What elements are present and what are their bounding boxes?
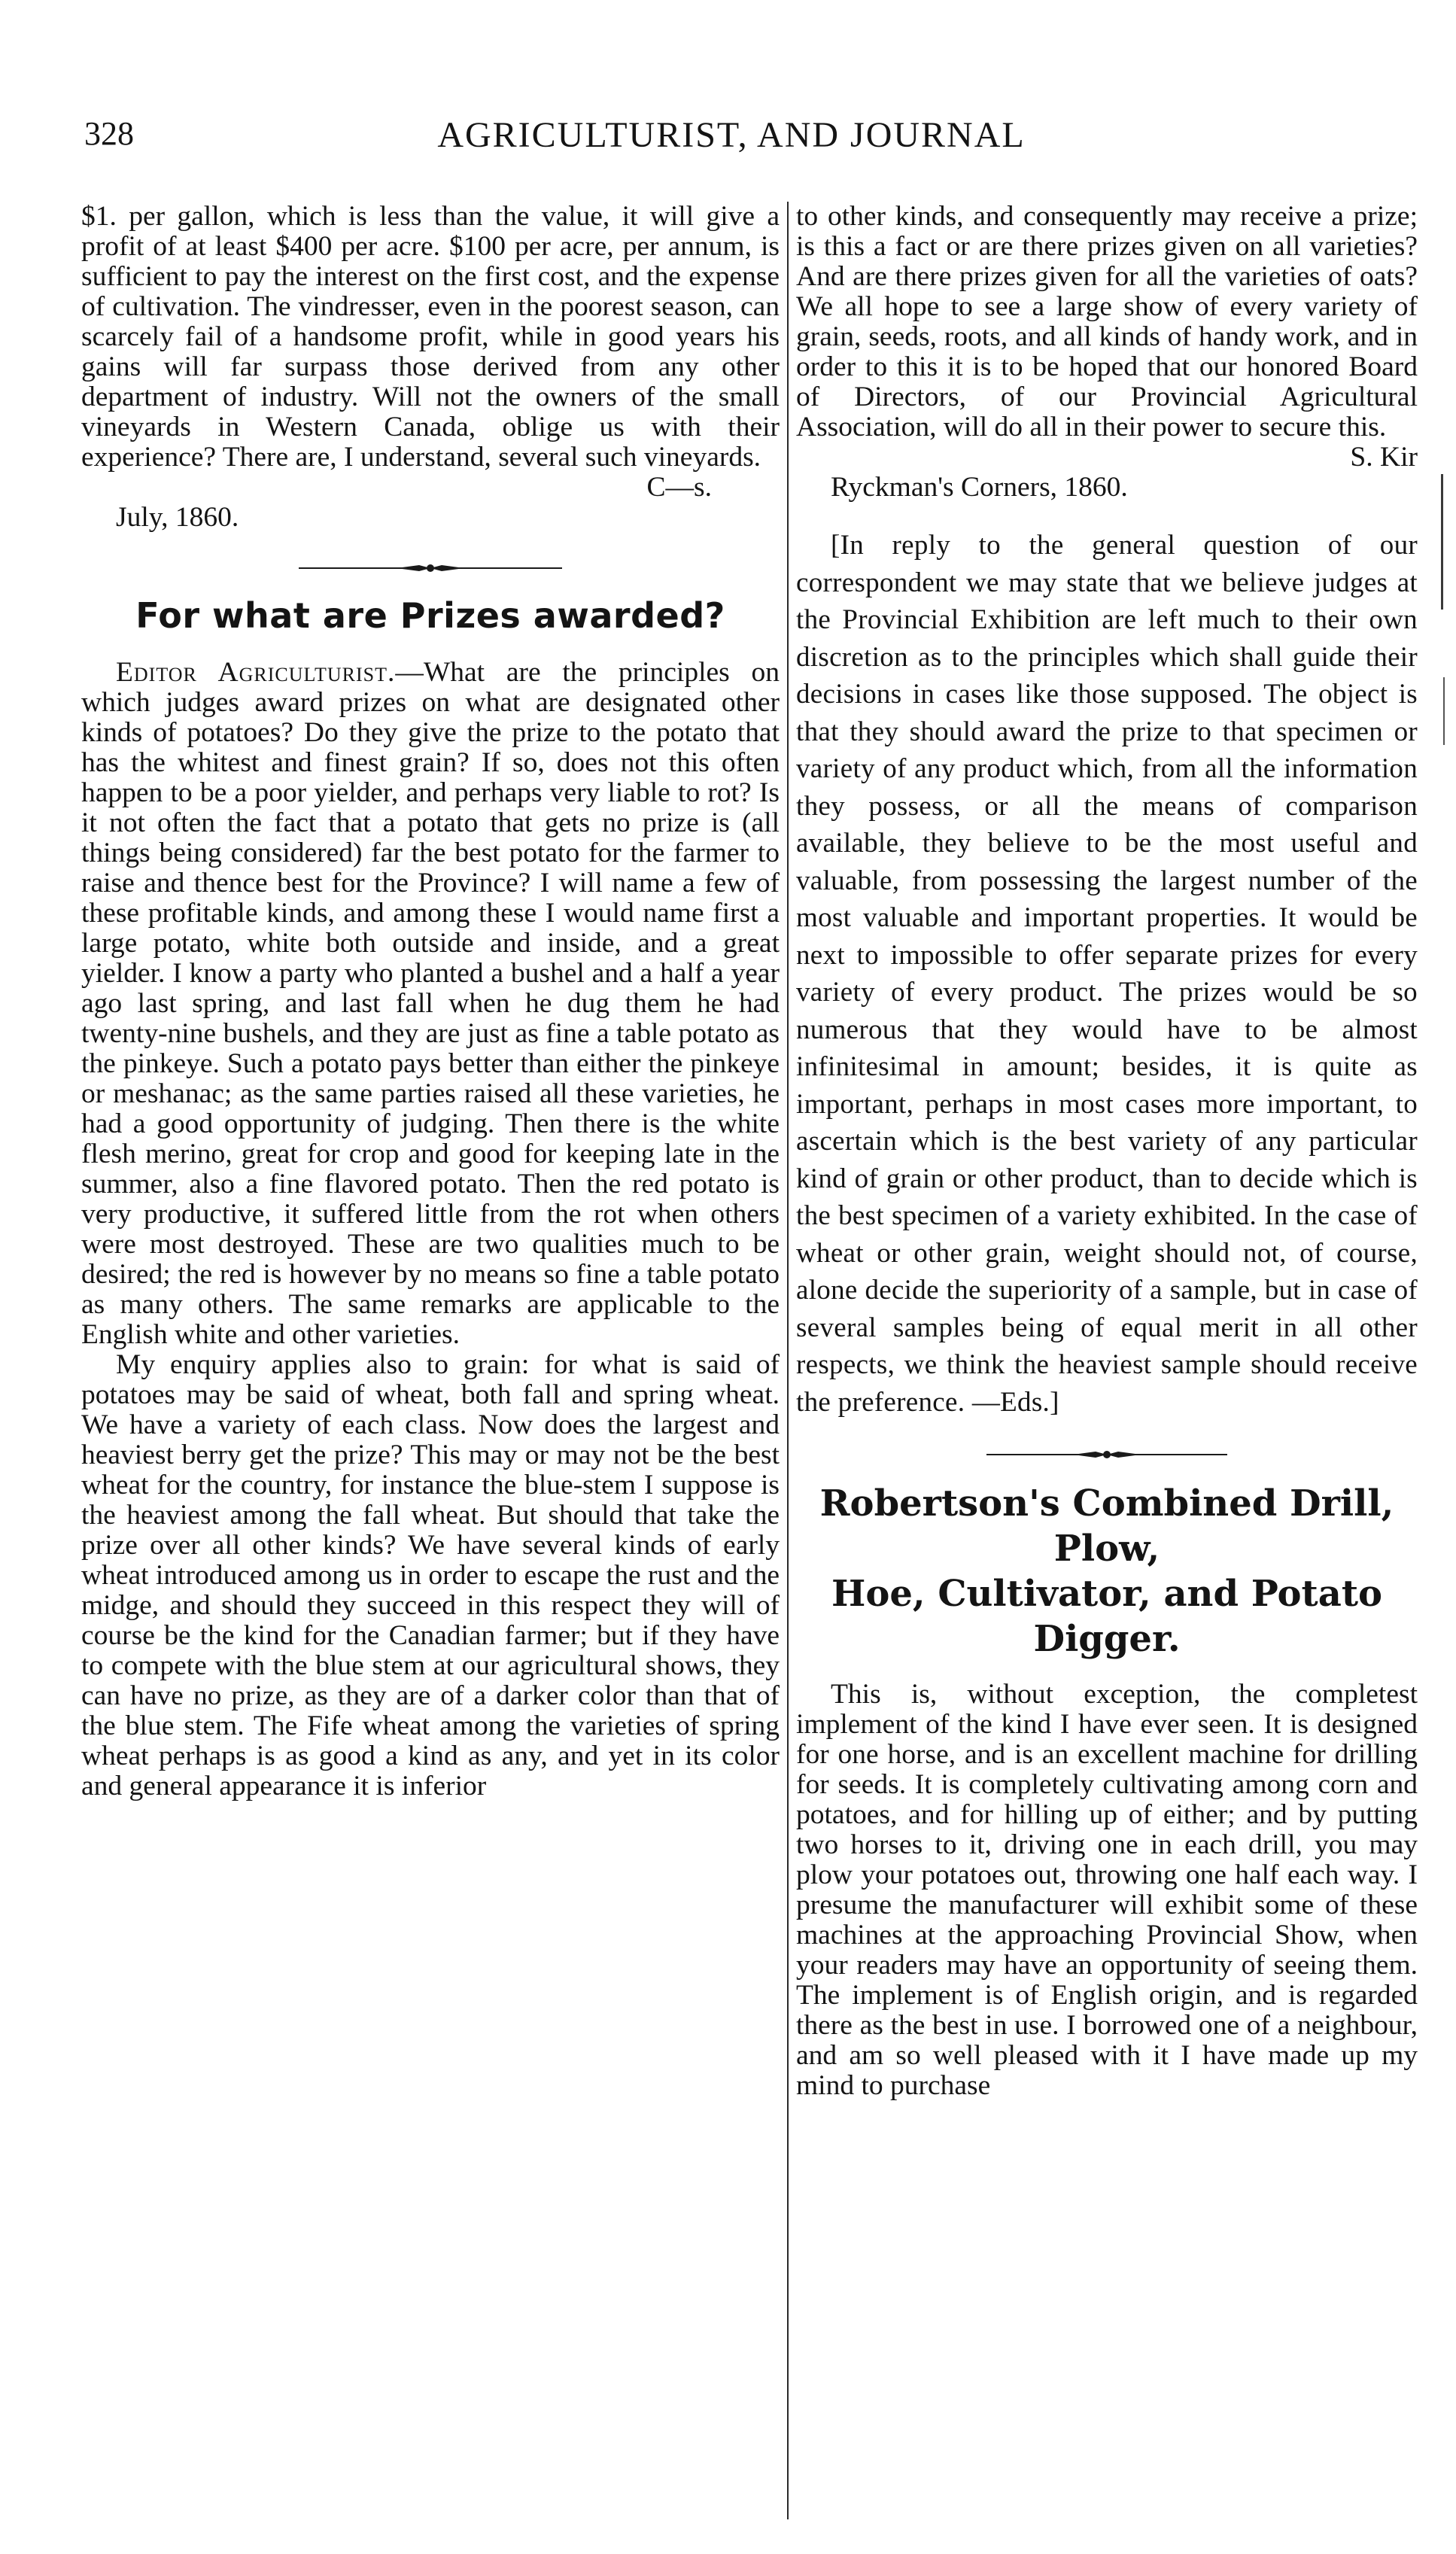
drill-article-paragraph: This is, without exception, the completest implement of the kind I have ever seen. It is designed for one horse, and is an excellent machine for drilling for seeds. It is completely cultivating among corn and potatoes, and for hilling up of either; and by putting two horses to it, driving one in each drill, you may plow your potatoes out, throwing one half each way. I presume the manufacturer will exhibit some of these machines at the approaching Provincial Show, when your readers may have an opportunity of seeing them. The implement is of English origin, and is regarded there as the best in use. I borrowed one of a neighbour, and am so well pleased with it I have made up my mind to purchase [796, 1679, 1418, 2101]
page-number: 328 [84, 115, 134, 152]
column-divider [787, 202, 789, 2519]
drill-heading-line-1: Robertson's Combined Drill, Plow, [819, 1482, 1394, 1570]
section-ornament [81, 557, 780, 579]
journal-title: AGRICULTURIST, AND JOURNAL [437, 115, 1026, 155]
rule-ornament-icon [986, 1447, 1227, 1462]
editors-reply: [In reply to the general question of our correspondent we may state that we believe judges at the Provincial Exhibition are left much to their own discretion as to the principles which shall guide their decisions in cases like those supposed. The object is that they should award the prize to that specimen or variety of any product which, from all the information they possess, or all the means of comparison available, they believe to be the most useful and valuable, from possessing the largest number of the most valuable and important properties. It would be next to impossible to offer separate prizes for every variety of every product. The prizes would be so numerous that they would have to be almost infinitesimal in amount; besides, it is quite as important, perhaps in most cases more important, to ascertain which is the best variety of any particular kind of grain or other product, than to decide which is the best specimen of a variety exhibited. In the case of wheat or other grain, weight should not, of course, alone decide the superiority of a sample, but in case of several samples being of equal merit in all other respects, we think the heaviest sample should receive the preference. —Eds.] [796, 530, 1418, 1418]
right-column [796, 202, 1418, 2519]
editor-salutation: Editor Agriculturist. [116, 657, 396, 688]
prizes-letter-text-1: —What are the principles on which judges award prizes on what are designated other kinds of potatoes? Do they give the prize to the potato that has the whitest and finest grain? If so, does not this often happen to be a poor yielder, and perhaps very liable to rot? Is it not often the fact that a potato that gets no prize is (all things being considered) far the best potato for the farmer to raise and thence best for the Province? I will name a few of these profitable kinds, and among these I would name first a large potato, white both outside and inside, and a great yielder. I know a party who planted a bushel and a half a year ago last spring, and last fall when he dug them he had twenty-nine bushels, and they are just as fine a table potato as the pinkeye. Such a potato pays better than either the pinkeye or meshanac; as the same parties raised all these varieties, he had a good opportunity of judging. Then there is the white flesh merino, great for crop and good for keeping late in the summer, also a fine flavored potato. Then the red potato is very productive, it suffered little from the rot when others were most destroyed. These are two qualities much to be desired; the red is however by no means so fine a table potato as many others. The same remarks are applicable to the English white and other varieties. [81, 657, 780, 1350]
letter-signature-line [796, 442, 1418, 473]
vineyard-signature: C—s. [646, 472, 712, 503]
rule-ornament-icon [299, 561, 562, 576]
running-head [84, 114, 1378, 167]
vineyard-paragraph: $1. per gallon, which is less than the value, it will give a profit of at least $400 per acre. $100 per acre, per annum, is sufficient to pay the interest on the first cost, and the expense of cultivation. The vindresser, even in the poorest season, can scarcely fail of a handsome profit, while in good years his gains will far surpass those derived from any other department of industry. Will not the owners of the small vineyards in Western Canada, oblige us with their experience? There are, I understand, several such vineyards. [81, 202, 780, 473]
left-column [81, 202, 780, 2519]
signature-line [81, 473, 780, 503]
prizes-article-heading: For what are Prizes awarded? [135, 595, 725, 636]
vineyard-date: July, 1860. [116, 502, 239, 533]
drill-article-heading [796, 1481, 1418, 1662]
letter-continuation: to other kinds, and consequently may receive a prize; is this a fact or are there prizes given on all varieties? And are there prizes given for all the varieties of oats? We all hope to see a large show of every variety of grain, seeds, roots, and all kinds of handy work, and in order to this it is to be hoped that our honored Board of Directors, of our Provincial Agricultural Association, will do all in their power to secure this. [796, 202, 1418, 442]
page-edge-mark [1441, 474, 1443, 610]
section-ornament-right [796, 1443, 1418, 1466]
drill-heading-line-2: Hoe, Cultivator, and Potato Digger. [831, 1573, 1383, 1660]
page-edge-mark [1443, 677, 1445, 745]
prizes-letter-paragraph-1 [81, 658, 780, 1350]
letter-place-date: Ryckman's Corners, 1860. [831, 472, 1128, 503]
prizes-letter-paragraph-2: My enquiry applies also to grain: for what is said of potatoes may be said of wheat, both fall and spring wheat. We have a variety of each class. Now does the largest and heaviest berry get the prize? This may or may not be the best wheat for the country, for instance the blue-stem I suppose is the heaviest among the fall wheat. But should that take the prize over all other kinds? We have several kinds of early wheat introduced among us in order to escape the rust and the midge, and should they succeed in this respect they will of course be the kind for the Canadian farmer; but if they have to compete with the blue stem at our agricultural shows, they can have no prize, as they are of a darker color than that of the blue stem. The Fife wheat among the varieties of spring wheat perhaps is as good a kind as any, and yet in its color and general appearance it is inferior [81, 1349, 780, 1801]
letter-signature: S. Kir [1350, 442, 1418, 473]
